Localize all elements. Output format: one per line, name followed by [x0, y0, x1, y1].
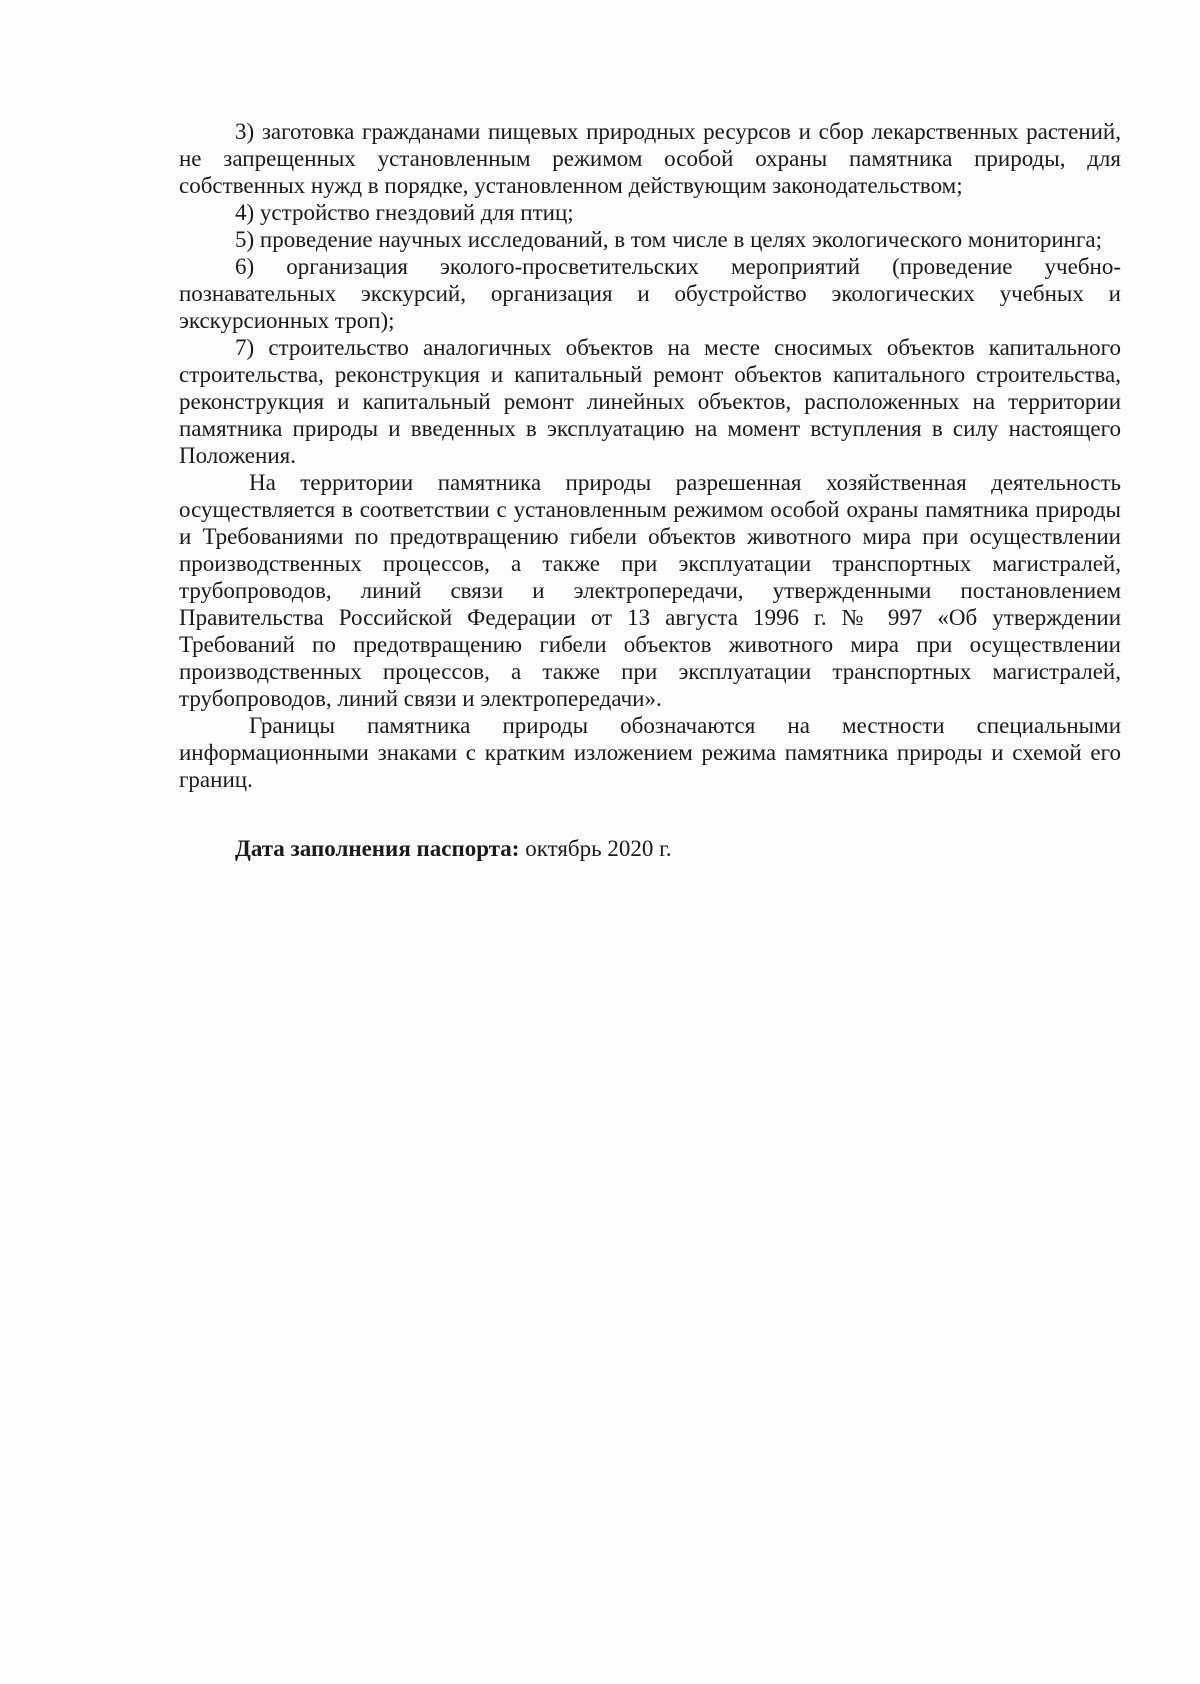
document-body	[179, 118, 1121, 862]
paragraph-economic-activity: На территории памятника природы разрешенная хозяйственная деятельность осуществляется в соответствии с установленным режимом особой охраны памятника природы и Требованиями по предотвращению гибели объектов животного мира при осуществлении производственных процессов, а также при эксплуатации транспортных магистралей, трубопроводов, линий связи и электропередачи, утвержденными постановлением Правительства Российской Федерации от 13 августа 1996 г. № 997 «Об утверждении Требований по предотвращению гибели объектов животного мира при осуществлении производственных процессов, а также при эксплуатации транспортных магистралей, трубопроводов, линий связи и электропередачи».	[179, 470, 1121, 711]
paragraph-item-3: 3) заготовка гражданами пищевых природных ресурсов и сбор лекарственных растений, не запрещенных установленным режимом особой охраны памятника природы, для собственных нужд в порядке, установленном действующим законодательством;	[179, 119, 1121, 198]
paragraph-item-5: 5) проведение научных исследований, в том числе в целях экологического мониторинга;	[235, 227, 1102, 252]
passport-date-line	[179, 835, 1121, 862]
paragraph-item-7: 7) строительство аналогичных объектов на месте сносимых объектов капитального строительства, реконструкция и капитальный ремонт объектов капитального строительства, реконструкция и капитальный ремонт линейных объектов, расположенных на территории памятника природы и введенных в эксплуатацию на момент вступления в силу настоящего Положения.	[179, 335, 1121, 468]
passport-date-label: Дата заполнения паспорта:	[235, 836, 520, 861]
paragraph-item-6: 6) организация эколого-просветительских мероприятий (проведение учебно-познавательных экскурсий, организация и обустройство экологических учебных и экскурсионных троп);	[179, 254, 1121, 333]
paragraph-item-4: 4) устройство гнездовий для птиц;	[235, 200, 574, 225]
passport-date-value: октябрь 2020 г.	[519, 836, 672, 861]
paragraph-boundaries: Границы памятника природы обозначаются на местности специальными информационными знаками с кратким изложением режима памятника природы и схемой его границ.	[179, 713, 1121, 792]
